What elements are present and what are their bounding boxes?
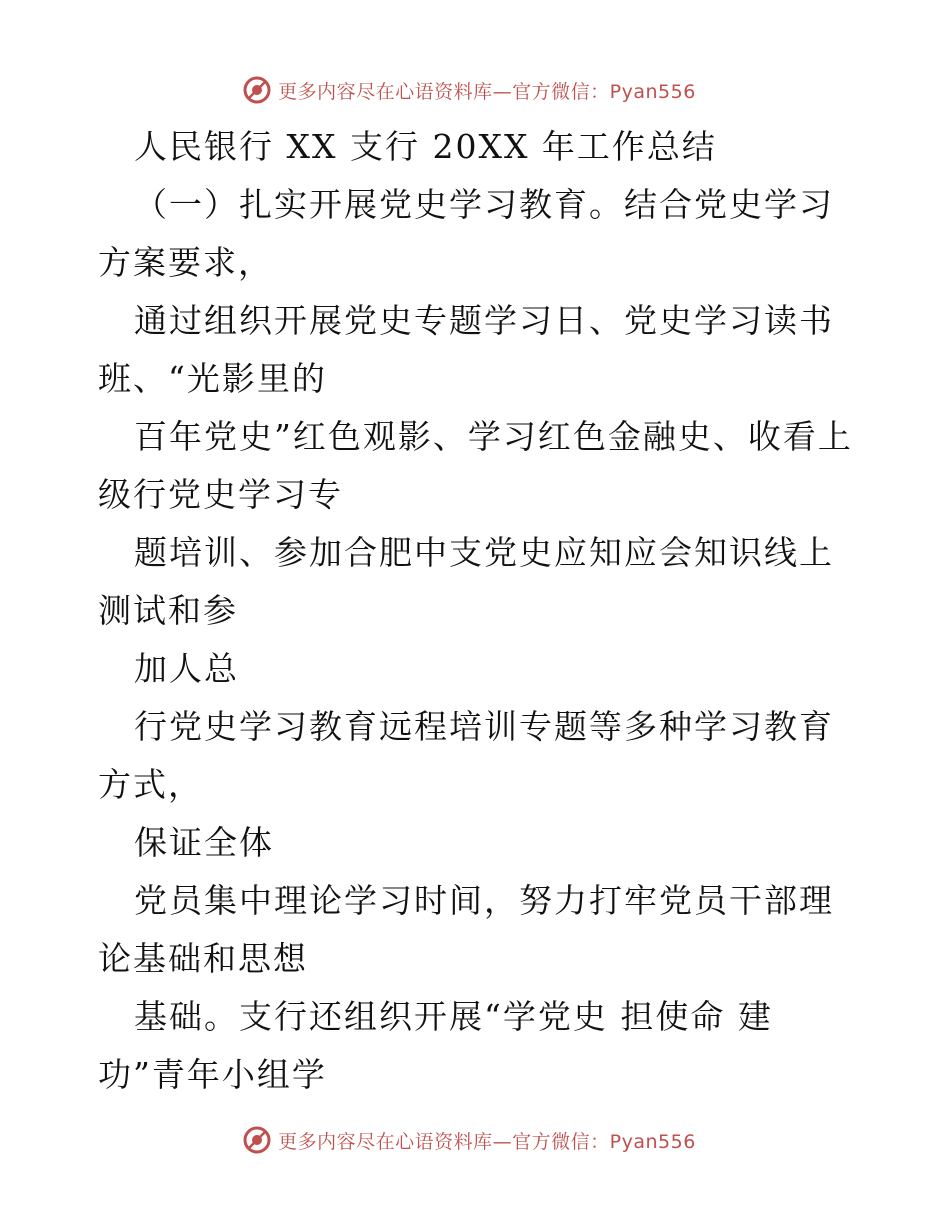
logo-icon (242, 75, 272, 105)
watermark-text: 更多内容尽在心语资料库—官方微信：Pyan556 (278, 1130, 696, 1153)
watermark-text: 更多内容尽在心语资料库—官方微信：Pyan556 (278, 80, 696, 103)
paragraph: 通过组织开展党史专题学习日、党史学习读书班、“光影里的 (98, 301, 834, 398)
document-body (98, 118, 858, 1104)
paragraph: 百年党史”红色观影、学习红色金融史、收看上级行党史学习专 (98, 417, 853, 514)
paragraph: 题培训、参加合肥中支党史应知应会知识线上测试和参 (98, 533, 834, 630)
paragraph: （一）扎实开展党史学习教育。结合党史学习方案要求， (98, 185, 834, 282)
watermark-footer (0, 1120, 950, 1160)
watermark-header (0, 70, 950, 110)
paragraph: 党员集中理论学习时间，努力打牢党员干部理论基础和思想 (98, 881, 834, 978)
document-title: 人民银行 XX 支行 20XX 年工作总结 (134, 127, 717, 166)
paragraph: 保证全体 (134, 823, 274, 862)
paragraph: 加人总 (134, 649, 239, 688)
paragraph: 基础。支行还组织开展“学党史 担使命 建功”青年小组学 (98, 997, 773, 1094)
logo-icon (242, 1125, 272, 1155)
paragraph: 行党史学习教育远程培训专题等多种学习教育方式， (98, 707, 834, 804)
